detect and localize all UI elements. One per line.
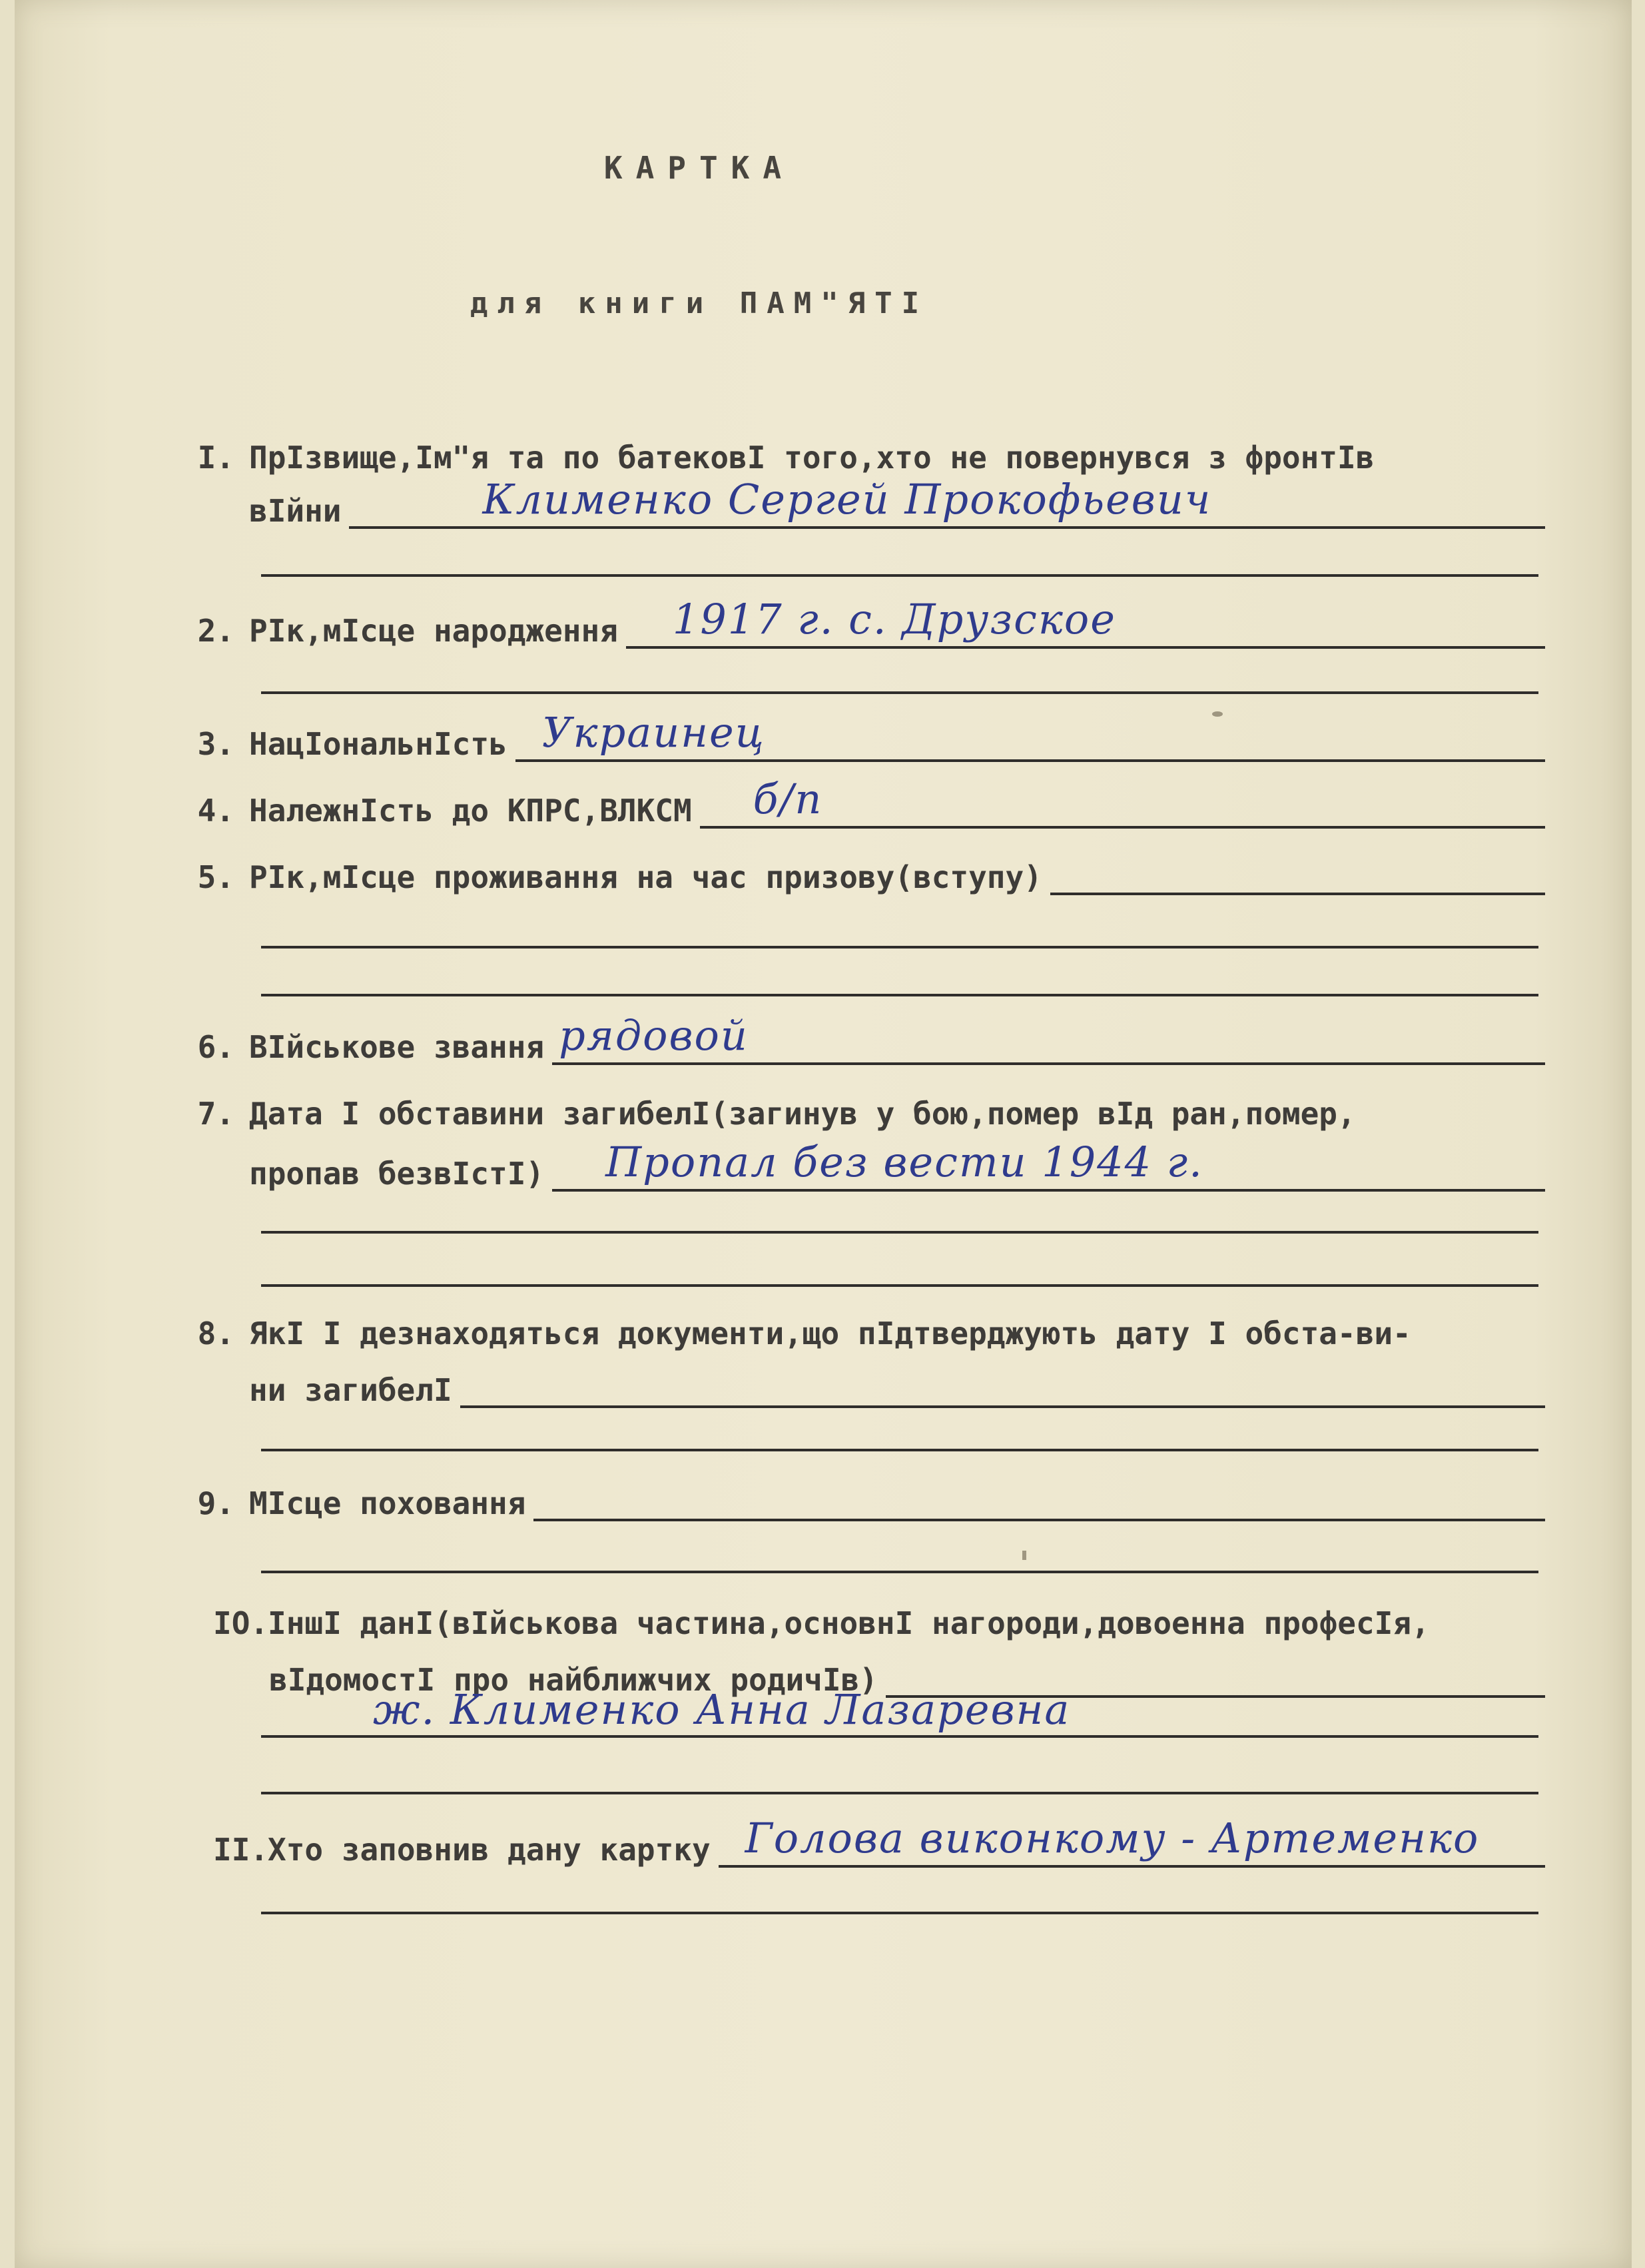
handwritten-value: рядовой	[559, 1011, 749, 1060]
field-10-line1	[213, 1605, 1545, 1641]
field-5	[194, 859, 1545, 895]
field-number: II.	[213, 1832, 269, 1868]
blank-line	[261, 691, 1538, 694]
field-4	[194, 775, 1545, 829]
handwritten-value: ж. Клименко Анна Лазаревна	[373, 1685, 1071, 1734]
field-label: вІйни	[249, 493, 342, 529]
military-rank-input[interactable]	[552, 1011, 1545, 1065]
field-number: 4.	[197, 793, 234, 829]
field-11	[213, 1814, 1545, 1868]
field-7-line2	[249, 1138, 1545, 1192]
field-number: 7.	[197, 1096, 234, 1132]
field-8-line2	[249, 1372, 1545, 1408]
card-title: КАРТКА	[603, 150, 795, 186]
handwritten-value: б/п	[753, 775, 823, 823]
paper-speck	[1212, 711, 1223, 717]
blank-line	[261, 1735, 1538, 1738]
handwritten-value: Клименко Сергей Прокофьевич	[482, 475, 1212, 524]
field-label: пропав безвІстІ)	[249, 1156, 545, 1192]
field-6	[194, 1011, 1545, 1065]
field-number: I.	[197, 440, 234, 476]
field-label: РІк,мІсце проживання на час призову(вступу)	[249, 859, 1042, 895]
blank-line	[261, 1792, 1538, 1794]
paper-speck	[1022, 1551, 1026, 1560]
residence-at-conscription-input[interactable]	[1050, 866, 1545, 895]
field-label: Дата І обставини загибелІ(загинув у бою,помер вІд ран,помер,	[249, 1096, 1356, 1132]
field-2	[194, 595, 1545, 649]
surname-name-input[interactable]	[349, 475, 1545, 529]
field-label: ни загибелІ	[249, 1372, 452, 1408]
field-label: ПрІзвище,Ім"я та по батековІ того,хто не повернувся з фронтІв	[249, 440, 1375, 476]
field-label: ЯкІ І дезнаходяться документи,що пІдтверджують дату І обста-ви-	[249, 1316, 1411, 1351]
handwritten-value: Пропал без вести 1944 г.	[605, 1138, 1203, 1186]
card-sheet	[15, 0, 1632, 2268]
field-3	[194, 708, 1545, 762]
field-number: 6.	[197, 1029, 234, 1065]
field-label: НацІональнІсть	[249, 726, 507, 762]
field-1-line2	[249, 475, 1545, 529]
field-label: ВІйськове звання	[249, 1029, 545, 1065]
handwritten-value: 1917 г. с. Друзское	[672, 595, 1116, 643]
field-label: МІсце поховання	[249, 1485, 526, 1521]
filled-by-input[interactable]	[719, 1814, 1545, 1868]
field-label: НалежнІсть до КПРС,ВЛКСМ	[249, 793, 692, 829]
blank-line	[261, 994, 1538, 996]
field-label: вІдомостІ про найближчих родичІв)	[269, 1662, 878, 1698]
field-1-line1	[194, 440, 1545, 476]
field-label: ІншІ данІ(вІйськова частина,основнІ нагороди,довоенна професІя,	[268, 1605, 1430, 1641]
death-circumstances-input[interactable]	[552, 1138, 1545, 1192]
field-number: 9.	[197, 1485, 234, 1521]
field-number: 5.	[197, 859, 234, 895]
field-number: 3.	[197, 726, 234, 762]
documents-location-input[interactable]	[460, 1379, 1545, 1408]
field-number: 8.	[197, 1316, 234, 1351]
burial-place-input[interactable]	[533, 1492, 1545, 1521]
field-number: 2.	[197, 613, 234, 649]
field-7-line1	[194, 1096, 1545, 1132]
blank-line	[261, 946, 1538, 948]
blank-line	[261, 1571, 1538, 1573]
field-number: IO.	[213, 1605, 269, 1641]
field-9	[194, 1485, 1545, 1521]
blank-line	[261, 1284, 1538, 1287]
blank-line	[261, 1449, 1538, 1451]
blank-line	[261, 1912, 1538, 1914]
birth-year-place-input[interactable]	[626, 595, 1545, 649]
field-8-line1	[194, 1316, 1545, 1351]
handwritten-value: Голова виконкому - Артеменко	[745, 1814, 1480, 1862]
party-membership-input[interactable]	[700, 775, 1545, 829]
field-label: РІк,мІсце народження	[249, 613, 618, 649]
nationality-input[interactable]	[515, 708, 1545, 762]
blank-line	[261, 574, 1538, 577]
handwritten-value: Украинец	[541, 708, 765, 757]
blank-line	[261, 1231, 1538, 1234]
field-label: Хто заповнив дану картку	[268, 1832, 711, 1868]
card-subtitle: для книги ПАМ"ЯТІ	[470, 286, 929, 320]
